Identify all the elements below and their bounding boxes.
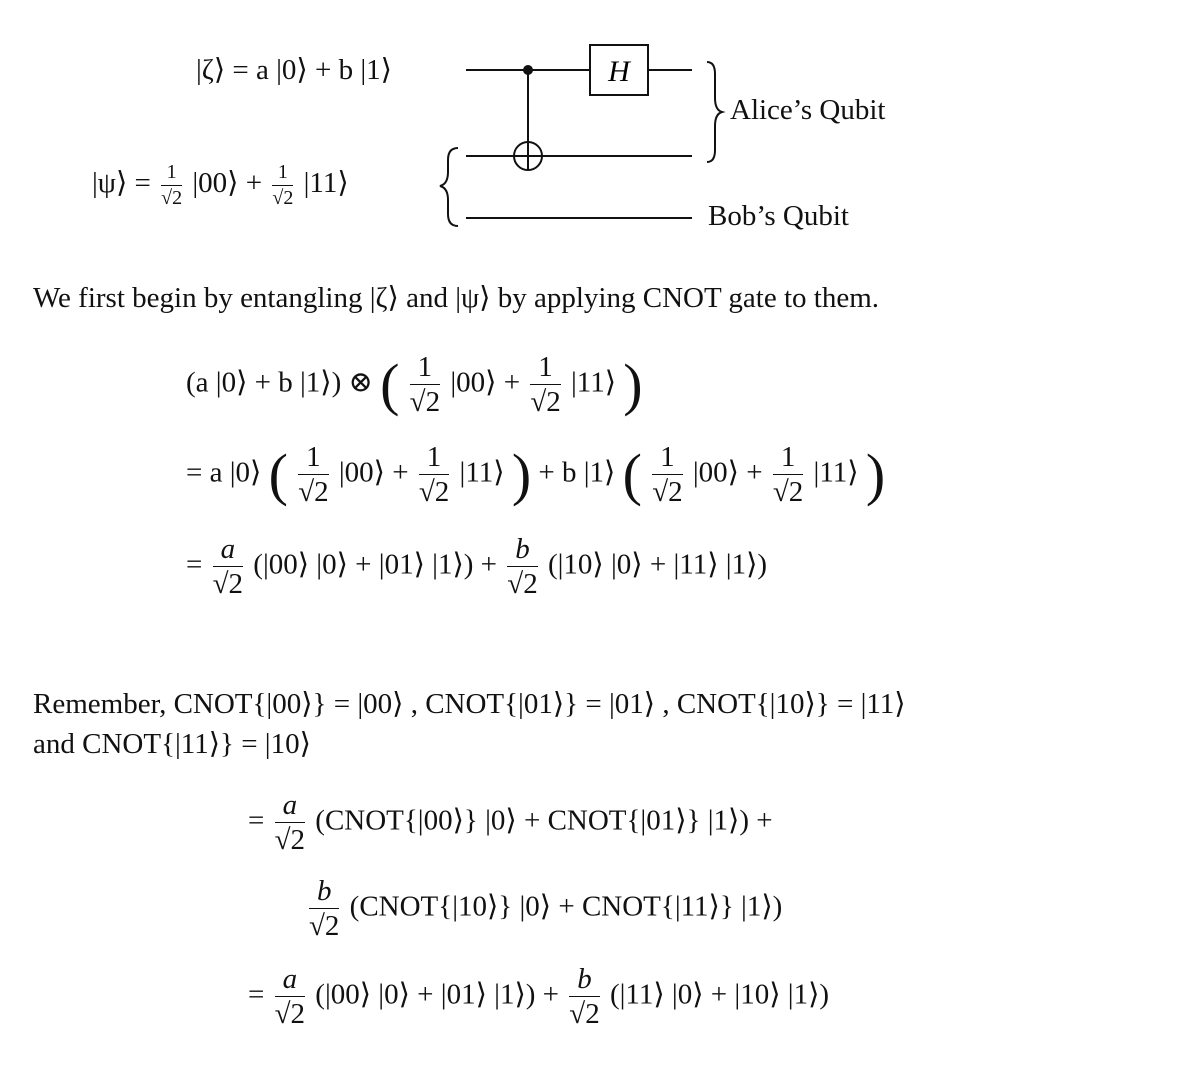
alice-qubit-label: Alice’s Qubit bbox=[730, 94, 886, 126]
intro-sentence: We first begin by entangling |ζ⟩ and |ψ⟩ by applying CNOT gate to them. bbox=[33, 282, 879, 314]
psi-fraction-1: $\frac{1}{√2}$ bbox=[161, 161, 183, 209]
eq1-line2: = a |0⟩ ( $\frac{1}{√2}$ |00⟩ + $\frac{1}{√2}$ |11⟩ ) + b |1⟩ ( $\frac{1}{√2}$ |00⟩ + $\frac{1}{√2}$ |11⟩ ) bbox=[186, 441, 886, 509]
zeta-state-label: |ζ⟩ = a |0⟩ + b |1⟩ bbox=[196, 54, 392, 86]
eq2-line2: $\frac{b}{√2}$ (CNOT{|10⟩} |0⟩ + CNOT{|11⟩} |1⟩) bbox=[309, 875, 783, 943]
eq2-line3: = $\frac{a}{√2}$ (|00⟩ |0⟩ + |01⟩ |1⟩) + $\frac{b}{√2}$ (|11⟩ |0⟩ + |10⟩ |1⟩) bbox=[248, 963, 830, 1031]
alice-brace bbox=[707, 62, 722, 162]
psi-fraction-2: $\frac{1}{√2}$ bbox=[272, 161, 294, 209]
hadamard-gate-label: H bbox=[608, 55, 630, 88]
remember-line2: and CNOT{|11⟩} = |10⟩ bbox=[33, 728, 311, 760]
psi-brace bbox=[440, 148, 458, 226]
eq1-line1: (a |0⟩ + b |1⟩) ⊗ ( $\frac{1}{√2}$ |00⟩ + $\frac{1}{√2}$ |11⟩ ) bbox=[186, 351, 643, 419]
circuit-diagram bbox=[0, 0, 1190, 260]
eq2-line1: = $\frac{a}{√2}$ (CNOT{|00⟩} |0⟩ + CNOT{|01⟩} |1⟩) + bbox=[248, 789, 773, 857]
remember-line1: Remember, CNOT{|00⟩} = |00⟩ , CNOT{|01⟩} = |01⟩ , CNOT{|10⟩} = |11⟩ bbox=[33, 688, 906, 720]
bob-qubit-label: Bob’s Qubit bbox=[708, 200, 849, 232]
eq1-line3: = $\frac{a}{√2}$ (|00⟩ |0⟩ + |01⟩ |1⟩) + $\frac{b}{√2}$ (|10⟩ |0⟩ + |11⟩ |1⟩) bbox=[186, 533, 768, 601]
psi-state-label: |ψ⟩ = $\frac{1}{√2}$ |00⟩ + $\frac{1}{√2}$ |11⟩ bbox=[92, 161, 349, 209]
